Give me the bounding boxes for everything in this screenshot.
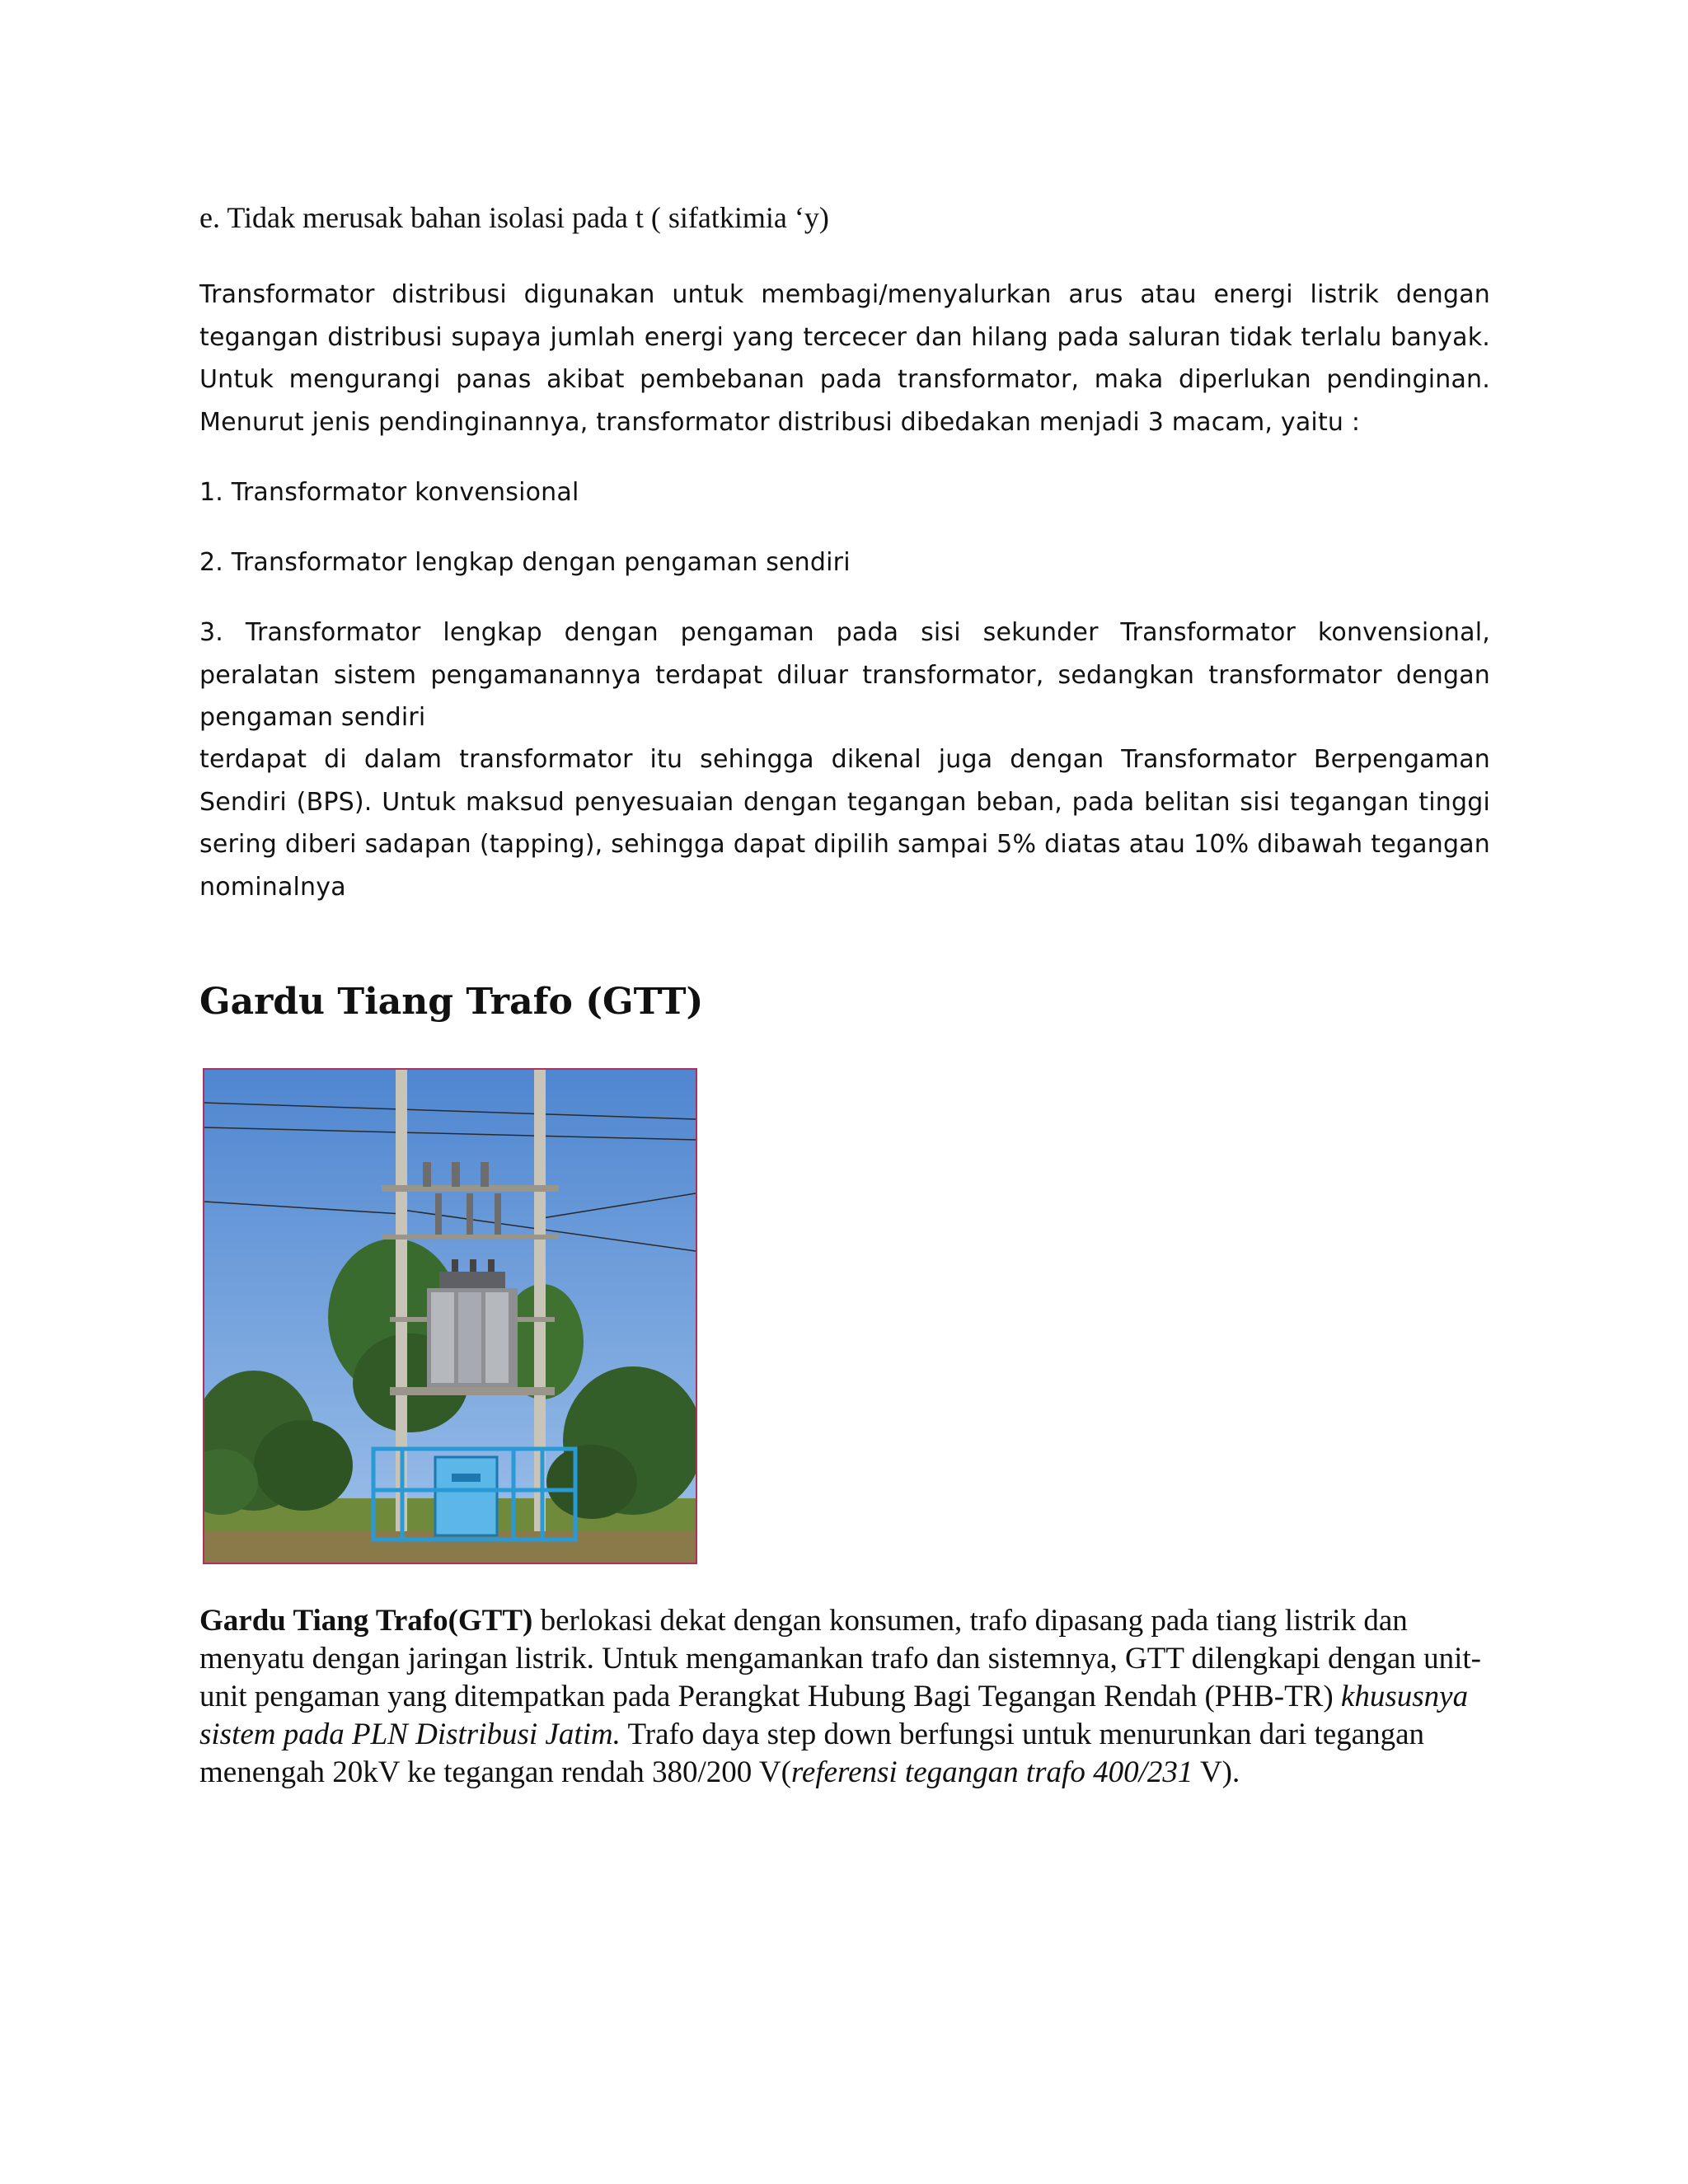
gtt-text-2: Trafo daya step down berfungsi untuk menurunkan dari tegangan menengah 20kV ke tegangan rendah 380/200 V( (199, 1718, 1425, 1789)
section-heading: Gardu Tiang Trafo (GTT) (199, 981, 704, 1023)
phb-tr-cabinet (435, 1457, 497, 1535)
transformer (427, 1259, 518, 1387)
gtt-bold-lead: Gardu Tiang Trafo(GTT) (199, 1604, 533, 1638)
list-item-pengaman-sekunder: 3. Transformator lengkap dengan pengaman pada sisi sekunder Transformator konvensional, peralatan sistem pengamanannya terdapat diluar transformator, sedangkan transformator dengan pengaman sendiri (199, 618, 1490, 732)
gtt-photo-illustration (204, 1070, 696, 1563)
paragraph-bps: terdapat di dalam transformator itu sehingga dikenal juga dengan Transformator Berpengaman Sendiri (BPS). Untuk maksud penyesuaian dengan tegangan beban, pada belitan sisi tegangan tinggi sering diberi sadapan (tapping), sehingga dapat dipilih sampai 5% diatas atau 10% dibawah tegangan nominalnya (199, 745, 1490, 902)
gtt-text-3: V). (1193, 1755, 1240, 1789)
gtt-italic-1: khususnya sistem pada PLN Distribusi Jatim. (199, 1680, 1469, 1751)
list-item-konvensional: 1. Transformator konvensional (199, 478, 579, 507)
list-item-pengaman-sendiri: 2. Transformator lengkap dengan pengaman sendiri (199, 548, 851, 577)
paragraph-gtt (199, 1602, 1490, 1792)
gtt-text-1: berlokasi dekat dengan konsumen, trafo dipasang pada tiang listrik dan menyatu dengan jaringan listrik. Untuk mengamankan trafo dan sistemnya, GTT dilengkapi dengan unit-unit pengaman yang ditempatkan pada Perangkat Hubung Bagi Tegangan Rendah (PHB-TR) (199, 1604, 1481, 1713)
intro-line: e. Tidak merusak bahan isolasi pada t ( sifatkimia ‘y) (199, 201, 829, 234)
gtt-photo (203, 1068, 697, 1564)
gtt-italic-2: referensi tegangan trafo 400/231 (790, 1755, 1193, 1789)
paragraph-transformator-distribusi: Transformator distribusi digunakan untuk membagi/menyalurkan arus atau energi listrik dengan tegangan distribusi supaya jumlah energi yang tercecer dan hilang pada saluran tidak terlalu banyak. Untuk mengurangi panas akibat pembebanan pada transformator, maka diperlukan pendinginan. Menurut jenis pendinginannya, transformator distribusi dibedakan menjadi 3 macam, yaitu : (199, 280, 1490, 437)
